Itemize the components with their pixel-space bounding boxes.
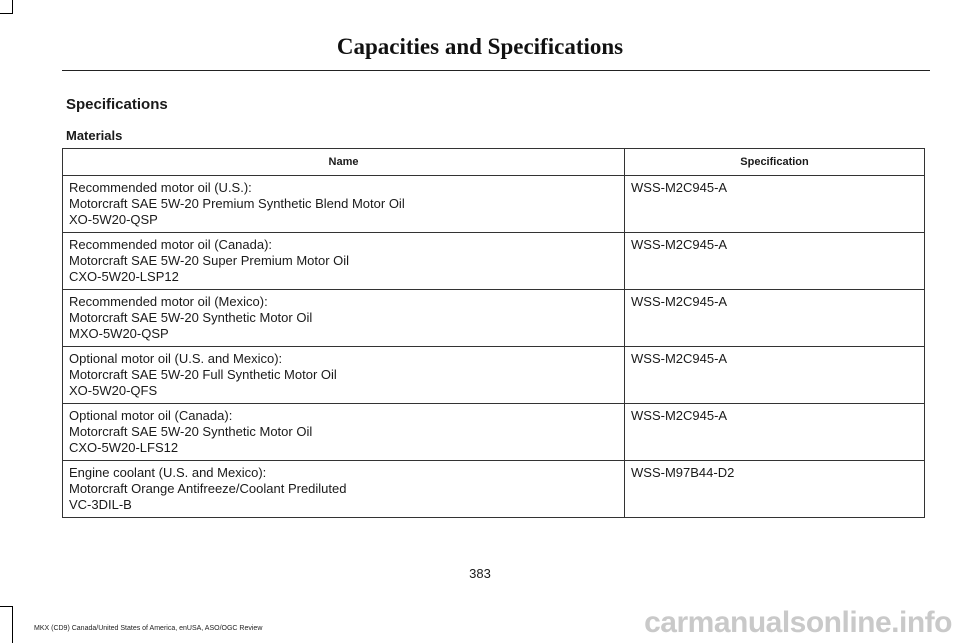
section-heading: Specifications [66, 96, 168, 113]
page-number: 383 [469, 566, 491, 581]
name-line: Recommended motor oil (U.S.): [69, 180, 252, 195]
sub-heading: Materials [66, 128, 123, 143]
name-line: Engine coolant (U.S. and Mexico): [69, 465, 267, 480]
crop-mark-top-left-h [0, 13, 13, 14]
name-line: Motorcraft SAE 5W-20 Full Synthetic Motor Oil [69, 367, 337, 382]
name-cell [63, 347, 625, 404]
name-line: Motorcraft SAE 5W-20 Synthetic Motor Oil [69, 424, 313, 439]
specification-cell: WSS-M97B44-D2 [625, 461, 925, 518]
crop-mark-bottom-left-h [0, 606, 13, 607]
page-header-title: Capacities and Specifications [336, 34, 624, 59]
name-line: Recommended motor oil (Canada): [69, 237, 273, 252]
name-cell [63, 290, 625, 347]
name-line: CXO-5W20-LFS12 [69, 440, 179, 455]
name-line: Motorcraft Orange Antifreeze/Coolant Prediluted [69, 481, 347, 496]
specification-cell: WSS-M2C945-A [625, 176, 925, 233]
materials-table [62, 148, 925, 518]
name-cell [63, 233, 625, 290]
name-line: XO-5W20-QFS [69, 383, 158, 398]
footer-text: MKX (CD9) Canada/United States of America, enUSA, ASO/OGC Review [34, 625, 263, 632]
name-line: VC-3DIL-B [69, 497, 132, 512]
name-cell [63, 404, 625, 461]
table-row [63, 461, 925, 518]
specification-cell: WSS-M2C945-A [625, 347, 925, 404]
name-cell [63, 176, 625, 233]
column-header-specification: Specification [625, 149, 925, 176]
table-row [63, 347, 925, 404]
name-line: Motorcraft SAE 5W-20 Super Premium Motor Oil [69, 253, 350, 268]
crop-mark-bottom-left-v [12, 606, 13, 643]
specification-cell: WSS-M2C945-A [625, 233, 925, 290]
specification-cell: WSS-M2C945-A [625, 404, 925, 461]
crop-mark-top-left-v [12, 0, 13, 14]
table-row [63, 404, 925, 461]
name-line: Recommended motor oil (Mexico): [69, 294, 268, 309]
name-cell [63, 461, 625, 518]
name-line: MXO-5W20-QSP [69, 326, 169, 341]
specification-cell: WSS-M2C945-A [625, 290, 925, 347]
name-line: Motorcraft SAE 5W-20 Premium Synthetic Blend Motor Oil [69, 196, 405, 211]
name-line: XO-5W20-QSP [69, 212, 158, 227]
name-line: Motorcraft SAE 5W-20 Synthetic Motor Oil [69, 310, 313, 325]
watermark: carmanualsonline.info [644, 606, 952, 639]
table-row [63, 233, 925, 290]
table-row [63, 290, 925, 347]
table-row [63, 176, 925, 233]
column-header-name: Name [63, 149, 625, 176]
table-header-row [63, 149, 925, 176]
header-divider [62, 70, 930, 71]
name-line: CXO-5W20-LSP12 [69, 269, 179, 284]
name-line: Optional motor oil (U.S. and Mexico): [69, 351, 283, 366]
name-line: Optional motor oil (Canada): [69, 408, 233, 423]
